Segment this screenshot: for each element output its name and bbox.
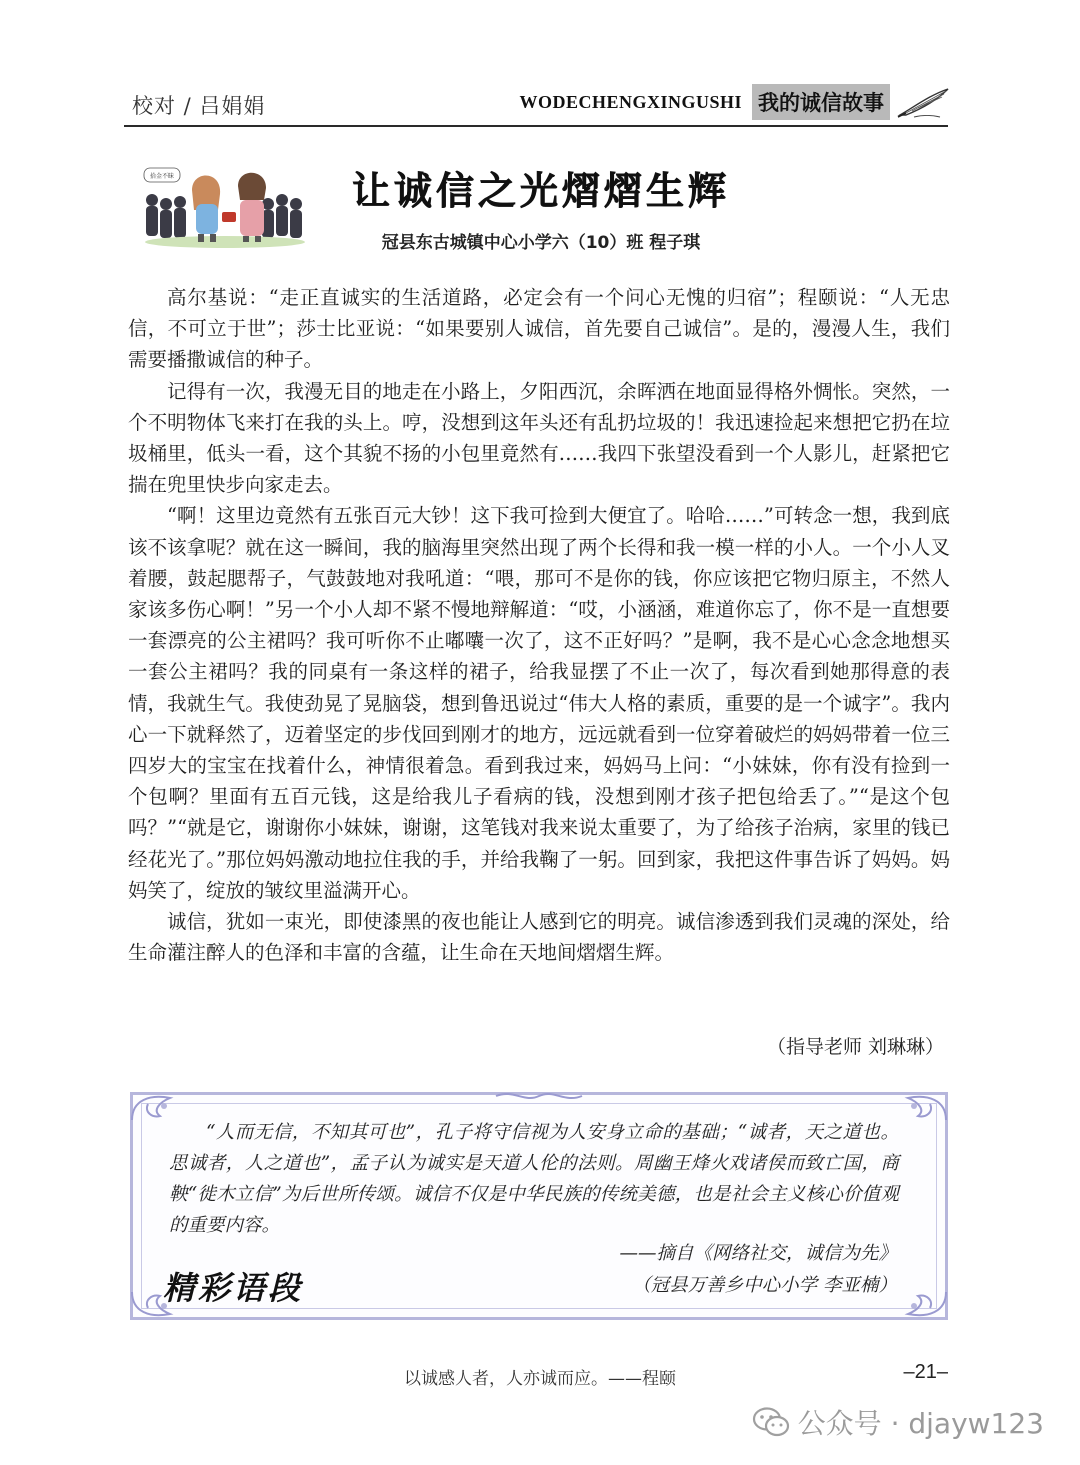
header-rule bbox=[124, 125, 948, 127]
paragraph: 记得有一次，我漫无目的地走在小路上，夕阳西沉，余晖洒在地面显得格外惆怅。突然，一个不明物体飞来打在我的头上。哼，没想到这年头还有乱扔垃圾的！我迅速捡起来想把它扔在垃圾桶里，低头一看，这个其貌不扬的小包里竟然有……我四下张望没看到一个人影儿，赶紧把它揣在兜里快步向家走去。 bbox=[128, 379, 950, 497]
article-byline: 冠县东古城镇中心小学六（10）班 程子琪 bbox=[381, 233, 701, 253]
corner-ornament-icon bbox=[888, 1290, 948, 1320]
column-name-tag: 我的诚信故事 bbox=[752, 84, 890, 120]
quill-pen-icon bbox=[896, 85, 952, 119]
column-name-pinyin: WODECHENGXINGUSHI bbox=[519, 91, 742, 112]
article-title: 让诚信之光熠熠生辉 bbox=[351, 169, 730, 213]
watermark-text: 公众号 · djayw123 bbox=[797, 1407, 1044, 1440]
article-body bbox=[128, 282, 950, 968]
quote-author: （冠县万善乡中心小学 李亚楠） bbox=[632, 1275, 897, 1296]
footer-quote: 以诚感人者，人亦诚而应。——程颐 bbox=[404, 1369, 676, 1389]
sign-text: 拾金不昧 bbox=[149, 173, 175, 180]
page-number: –21– bbox=[903, 1361, 948, 1383]
quote-text: “人而无信，不知其可也”，孔子将守信视为人安身立命的基础；“诚者，天之道也。思诚者，人之道也”，孟子认为诚实是天道人伦的法则。周幽王烽火戏诸侯而致亡国，商鞅“徙木立信”为后世所传颂。诚信不仅是中华民族的传统美德，也是社会主义核心价值观的重要内容。 bbox=[169, 1122, 899, 1236]
quote-source: ——摘自《网络社交，诚信为先》 bbox=[619, 1243, 897, 1264]
wechat-icon bbox=[752, 1406, 790, 1438]
story-illustration bbox=[140, 160, 310, 250]
quote-box bbox=[130, 1092, 948, 1320]
paragraph: 诚信，犹如一束光，即使漆黑的夜也能让人感到它的明亮。诚信渗透到我们灵魂的深处，给生命灌注醉人的色泽和丰富的含蕴，让生命在天地间熠熠生辉。 bbox=[128, 910, 950, 965]
teacher-credit: （指导老师 刘琳琳） bbox=[766, 1036, 944, 1058]
wechat-watermark bbox=[752, 1402, 1044, 1442]
paragraph: “啊！这里边竟然有五张百元大钞！这下我可捡到大便宜了。哈哈……”可转念一想，我到底该不该拿呢？就在这一瞬间，我的脑海里突然出现了两个长得和我一模一样的小人。一个小人叉着腰，鼓起腮帮子，气鼓鼓地对我吼道：“喂，那可不是你的钱，你应该把它物归原主，不然人家该多伤心啊！”另一个小人却不紧不慢地辩解道：“哎，小涵涵，难道你忘了，你不是一直想要一套漂亮的公主裙吗？我可听你不止嘟囔一次了，这不正好吗？”是啊，我不是心心念念地想买一套公主裙吗？我的同桌有一条这样的裙子，给我显摆了不止一次了，每次看到她那得意的表情，我就生气。我使劲晃了晃脑袋，想到鲁迅说过“伟大人格的素质，重要的是一个诚字”。我内心一下就释然了，迈着坚定的步伐回到刚才的地方，远远就看到一位穿着破烂的妈妈带着一位三四岁大的宝宝在找着什么，神情很着急。看到我过来，妈妈马上问：“小妹妹，你有没有捡到一个包啊？里面有五百元钱，这是给我儿子看病的钱，没想到刚才孩子把包给丢了。”“是这个包吗？”“就是它，谢谢你小妹妹，谢谢，这笔钱对我来说太重要了，为了给孩子治病，家里的钱已经花光了。”那位妈妈激动地拉住我的手，并给我鞠了一躬。回到家，我把这件事告诉了妈妈。妈妈笑了，绽放的皱纹里溢满开心。 bbox=[128, 504, 950, 902]
proofreader-credit: 校对 / 吕娟娟 bbox=[132, 94, 266, 118]
frame-scroll-ornament-icon bbox=[494, 1089, 584, 1103]
section-label: 精彩语段 bbox=[163, 1269, 304, 1307]
column-header bbox=[519, 84, 952, 120]
paragraph: 高尔基说：“走正直诚实的生活道路，必定会有一个问心无愧的归宿”；程颐说：“人无忠信，不可立于世”；莎士比亚说：“如果要别人诚信，首先要自己诚信”。是的，漫漫人生，我们需要播撒诚信的种子。 bbox=[128, 286, 950, 372]
